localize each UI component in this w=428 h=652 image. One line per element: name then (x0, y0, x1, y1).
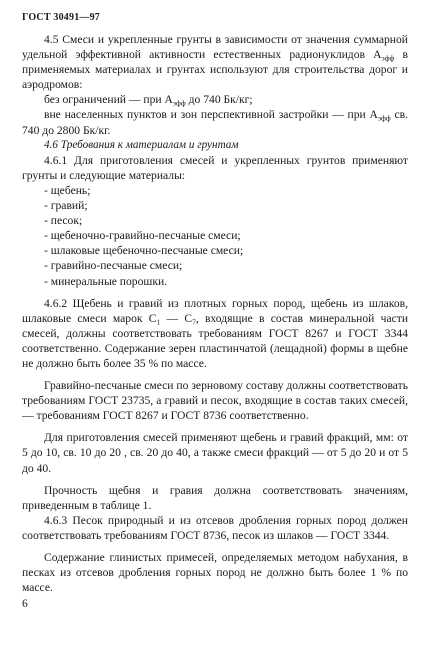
paragraph-4-6-1: 4.6.1 Для приготовления смесей и укрепленных грунтов применяют грунты и следующие материалы: (22, 153, 408, 182)
paragraph-no-limits: без ограничений — при $A_{эфф}$ до 740 Бк/кг; (44, 93, 253, 108)
paragraph-4-6-3: 4.6.3 Песок природный и из отсевов дробления горных пород должен соответствовать требованиям ГОСТ 8736, песок из шлаков — ГОСТ 3344. (22, 513, 408, 542)
paragraph-4-5: 4.5 Смеси и укрепленные грунты в зависимости от значения суммарной удельной эффективной активности естественных радионуклидов $A_{эфф}$ в применяемых материалах и грунтах используют для строительства дорог и аэродромов: (22, 33, 408, 92)
list-item: - гравийно-песчаные смеси; (44, 259, 183, 273)
list-item: - песок; (44, 214, 83, 228)
list-item: - минеральные порошки. (44, 274, 168, 288)
paragraph-strength: Прочность щебня и гравия должна соответствовать значениям, приведенным в таблице 1. (22, 483, 408, 512)
document-body (22, 32, 408, 595)
paragraph-outside-settlements: вне населенных пунктов и зон перспективной застройки — при $A_{эфф}$ св. 740 до 2800 Бк/кг. (22, 108, 409, 137)
list-item: - гравий; (44, 199, 88, 213)
list-item: - щебень; (44, 183, 91, 197)
paragraph-fractions: Для приготовления смесей применяют щебень и гравий фракций, мм: от 5 до 10, св. 10 до 20 , св. 20 до 40, а также смеси фракций — от 5 до 20 и от 5 до 40. (22, 431, 408, 475)
list-item: - щебеночно-гравийно-песчаные смеси; (44, 229, 241, 243)
paragraph-gravel-sand: Гравийно-песчаные смеси по зерновому составу должны соответствовать требованиям ГОСТ 23735, а гравий и песок, входящие в состав таких смесей, — требованиям ГОСТ 8267 и ГОСТ 8736 соответственно. (22, 379, 408, 423)
page-number: 6 (22, 597, 28, 610)
materials-list (22, 183, 408, 289)
document-header: ГОСТ 30491—97 (22, 12, 101, 23)
paragraph-4-6-2: 4.6.2 Щебень и гравий из плотных горных пород, щебень из шлаков, шлаковые смеси марок $C_1$ — $C_7$, входящие в состав минеральной части смесей, должны соответствовать требованиям ГОСТ 8267 и ГОСТ 3344 соответственно. Содержание зерен пластинчатой (лещадной) формы в щебне не должно быть более 35 % по массе. (22, 296, 409, 370)
paragraph-clay-impurities: Содержание глинистых примесей, определяемых методом набухания, в песках из отсевов дробления горных пород не должно быть более 1 % по массе. (22, 551, 408, 595)
section-heading-4-6: 4.6 Требования к материалам и грунтам (44, 138, 239, 151)
list-item: - шлаковые щебеночно-песчаные смеси; (44, 244, 244, 258)
